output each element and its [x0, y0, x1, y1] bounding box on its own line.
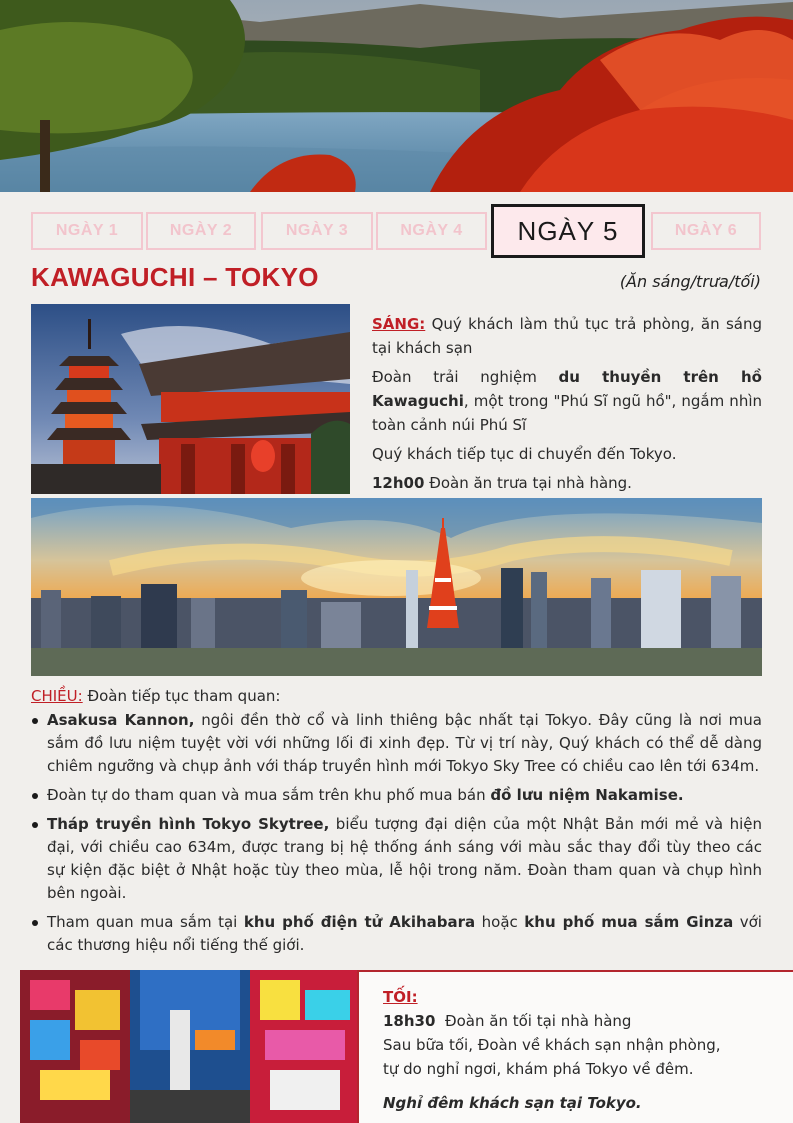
nakamise-text: Đoàn tự do tham quan và mua sắm trên khu phố mua bán — [47, 786, 486, 804]
tab-day-2[interactable]: NGÀY 2 — [146, 212, 256, 250]
morning-checkout-text: Quý khách làm thủ tục trả phòng, ăn sáng tại khách sạn — [372, 315, 762, 357]
meals-note: (Ăn sáng/trưa/tối) — [619, 272, 761, 291]
lunch-text: Đoàn ăn trưa tại nhà hàng. — [429, 474, 632, 492]
asakusa-temple-photo — [31, 304, 350, 494]
tokyo-skyline-photo — [31, 498, 762, 676]
cruise-text-pre: Đoàn trải nghiệm — [372, 368, 537, 386]
tab-day-5[interactable]: NGÀY 5 — [491, 204, 645, 258]
day-title: KAWAGUCHI – TOKYO — [31, 262, 319, 292]
afternoon-intro: Đoàn tiếp tục tham quan: — [87, 687, 281, 705]
asakusa-highlight: Asakusa Kannon, — [47, 711, 195, 729]
cruise-highlight: du thuyền trên hồ Kawaguchi — [372, 368, 762, 410]
ginza-highlight: khu phố mua sắm Ginza — [524, 913, 734, 931]
evening-section — [383, 985, 763, 1115]
after-dinner-line-2: tự do nghỉ ngơi, khám phá Tokyo về đêm. — [383, 1060, 694, 1078]
morning-label: SÁNG: — [372, 315, 426, 333]
list-item — [31, 709, 762, 778]
lunch-time: 12h00 — [372, 474, 425, 492]
overnight-stay: Nghỉ đêm khách sạn tại Tokyo. — [383, 1094, 642, 1112]
akihabara-photo — [20, 970, 358, 1123]
cruise-text-post: , một trong "Phú Sĩ ngũ hồ", ngắm nhìn toàn cảnh núi Phú Sĩ — [372, 392, 762, 434]
nakamise-end: . — [677, 786, 684, 804]
afternoon-label: CHIỀU: — [31, 687, 83, 705]
shopping-text-1: Tham quan mua sắm tại — [47, 913, 238, 931]
list-item — [31, 784, 762, 807]
shopping-text-2: hoặc — [481, 913, 518, 931]
dinner-time: 18h30 — [383, 1012, 436, 1030]
tab-day-3[interactable]: NGÀY 3 — [261, 212, 373, 250]
move-to-tokyo-text: Quý khách tiếp tục di chuyển đến Tokyo. — [372, 445, 677, 463]
nakamise-highlight: đồ lưu niệm Nakamise — [490, 786, 678, 804]
asakusa-text: ngôi đền thờ cổ và linh thiêng bậc nhất tại Tokyo. Đây cũng là nơi mua sắm đồ lưu niệm tuyệt vời với những lối đi xinh đẹp. Từ vị trí này, Quý khách có thể dễ dàng chiêm ngưỡng và chụp ảnh với tháp truyền hình mới Tokyo Sky Tree có chiều cao lên tới 634m. — [47, 711, 762, 775]
akihabara-highlight: khu phố điện tử Akihabara — [243, 913, 476, 931]
list-item — [31, 911, 762, 957]
tab-day-1[interactable]: NGÀY 1 — [31, 212, 143, 250]
morning-section — [372, 312, 762, 500]
after-dinner-line-1: Sau bữa tối, Đoàn về khách sạn nhận phòng, — [383, 1036, 721, 1054]
dinner-text: Đoàn ăn tối tại nhà hàng — [444, 1012, 632, 1030]
skytree-highlight: Tháp truyền hình Tokyo Skytree, — [47, 815, 330, 833]
hero-lake-photo — [0, 0, 793, 192]
shopping-text-3: với các thương hiệu nổi tiếng thế giới. — [47, 913, 762, 954]
afternoon-list — [31, 709, 762, 957]
tab-day-4[interactable]: NGÀY 4 — [376, 212, 487, 250]
tab-day-6[interactable]: NGÀY 6 — [651, 212, 761, 250]
list-item — [31, 813, 762, 905]
evening-label: TỐI: — [383, 988, 418, 1006]
afternoon-section — [31, 685, 762, 963]
skytree-text: biểu tượng đại diện của một Nhật Bản mới mẻ và hiện đại, với chiều cao 634m, được trang bị hệ thống ánh sáng với màu sắc thay đổi tùy theo các sự kiện đặc biệt ở Nhật hoặc tùy theo mùa, lễ hội trong năm. Đoàn tham quan và chụp hình bên ngoài. — [47, 815, 762, 902]
